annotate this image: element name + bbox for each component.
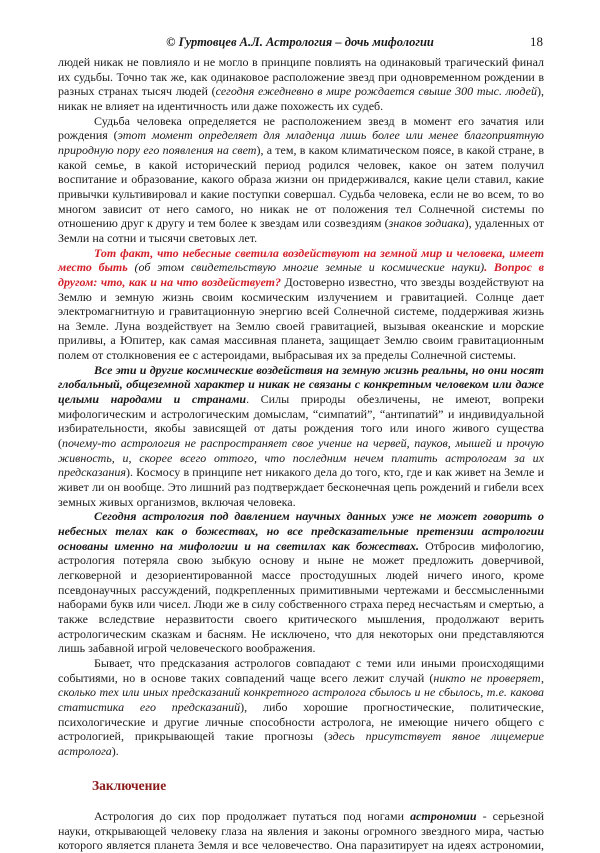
paragraphs xyxy=(58,55,544,759)
italic-text-run: знаков зодиака xyxy=(388,216,465,231)
text-run: ), удаленных от Земли на сотни и тысячи световых лет. xyxy=(58,216,544,245)
text-run: Достоверно известно, что звезды воздействуют на Землю и земную жизнь своим космическим излучением и гравитацией. Солнце дает электромагнитную и гравитационную энергию всей Солнечной системе, поддерживая жизнь на Земле. Луна воздействует на Землю своей гравитацией, вызывая океанские и морские приливы, а Юпитер, как самая массивная планета, защищает Землю своим гравитационным полем от столкновения ее с астероидами, выбрасывая их за пределы Солнечной системы. xyxy=(58,274,544,363)
text-run: Астрология до сих пор продолжает путаться под ногами xyxy=(94,809,411,824)
italic-text-run: (об этом свидетельствую многие земные и космические науки) xyxy=(127,260,485,275)
italic-text-run: этот момент определяет для младенца лишь более или менее благоприятную природную пору его появления на свет xyxy=(58,128,544,157)
text-run: Бывает, что предсказания астрологов совпадают с теми или иными происходящими событиями, но в основе таких совпадений чаще всего лежит случай ( xyxy=(58,655,544,685)
text-run: Отбросив мифологию, астрология потеряла свою зыбкую основу и ныне не может предложить доверчивой, легковерной и дезориентированной массе простодушных людей ничего иного, кроме псевдонаучных рассуждений, подкрепленных примитивными чертежами и бессмысленными наборами букв или чисел. Люди же в силу собственного страха перед несчастьям и смертью, а также вследствие неразвитости своего критического мышления, продолжают верить астрологическим сказкам и басням. Не исключено, что для некоторых они представляются лишь забавной игрой человеческого воображения. xyxy=(58,538,544,656)
text-run: ). xyxy=(111,743,119,758)
text-run: ), а тем, в каком климатическом поясе, в какой стране, в какой семье, в какой исторический период родился человек, какое он затем получил воспитание и образование, какого образа жизни он придерживался, какие цели ставил, какие привычки культивировал и какие поступки совершал. Судьба человека, если не во всем, то во многом зависит от него самого, но никак не от положения тел Солнечной системы по отношению друг к другу и тем более к звездам или созвездиям ( xyxy=(58,142,544,231)
running-header: © Гуртовцев А.Л. Астрология – дочь мифологии xyxy=(166,35,434,49)
paragraph xyxy=(58,246,544,363)
paragraph xyxy=(58,114,544,246)
bold-italic-text-run: Сегодня астрология под давлением научных данных уже не может говорить о небесных телах как о божествах, но все предсказательные претензии астрологии основаны именно на мифологии и на светилах как божествах. xyxy=(58,509,544,553)
red-emphasis-text-run: Тот факт, что небесные светила воздействуют на земной мир и человека, имеет место быть xyxy=(58,245,544,275)
text-run: ), никак не влияет на идентичность или даже похожесть их судеб. xyxy=(58,84,544,113)
red-emphasis-text-run: . Вопрос в другом: что, как и на что воздействует? xyxy=(58,260,545,289)
text-run: людей никак не повлияло и не могло в принципе повлиять на одинаковый трагический финал их судьбы. Точно так же, как одинаковое расположение звезд при одновременном рождении в разных странах тысяч людей ( xyxy=(58,55,544,99)
text-run: ). Космосу в принципе нет никакого дела до того, кто, где и как живет на Земле и живет ли он вообще. Это лишний раз подтверждает бесконечная цепь рождений и гибели всех земных живых организмов, включая человека. xyxy=(58,465,544,509)
paragraph xyxy=(58,509,544,656)
conclusion-paragraph xyxy=(58,809,544,853)
paragraph xyxy=(58,656,544,759)
text-run: Судьба человека определяется не расположением звезд в момент его зачатия или рождения ( xyxy=(58,113,544,143)
text-run: . Силы природы обезличены, не имеют, вопреки мифологическим и астрологическим домыслам, “симпатий”, “антипатий” и индивидуальной избирательности, якобы зависящей от даты рождения того или иного живого существа ( xyxy=(58,392,544,451)
bold-italic-text-run: Все эти и другие космические воздействия на земную жизнь реальны, но они носят глобальный, общеземной характер и никак не связаны с конкретным человеком или даже целыми народами и странами xyxy=(58,362,544,407)
paragraph xyxy=(58,55,544,114)
italic-text-run: здесь присутствует явное лицемерие астролога xyxy=(58,729,544,758)
italic-text-run: почему-то астрология не распространяет свое учение на червей, пауков, мышей и прочую живность, и, скорее всего оттого, что последним нечем платить астрологам за их предсказания xyxy=(58,436,544,480)
page-number: 18 xyxy=(530,34,543,49)
document-body xyxy=(58,55,544,853)
paragraph xyxy=(58,363,544,510)
section-heading: Заключение xyxy=(92,777,167,793)
italic-text-run: сегодня ежедневно в мире рождается свыше 300 тыс. людей xyxy=(215,84,537,99)
bold-italic-text-run: астрономии xyxy=(410,809,477,824)
text-run: - серьезной науки, открывающей человеку глаза на явления и законы огромного звездного мира, частью которого является планета Земля и все человечество. Она паразитирует на идеях астрономии, xyxy=(58,809,544,853)
text-run: ), либо хорошие прогностические, политические, психологические и другие личные способности астролога, не имеющие ничего общего с астрологией, прикрывающей такие прогнозы ( xyxy=(58,699,544,744)
italic-text-run: никто не проверяет, сколько тех или иных предсказаний конкретного астролога сбылось и не сбылось, т.е. какова статистика его предсказаний xyxy=(58,670,544,714)
